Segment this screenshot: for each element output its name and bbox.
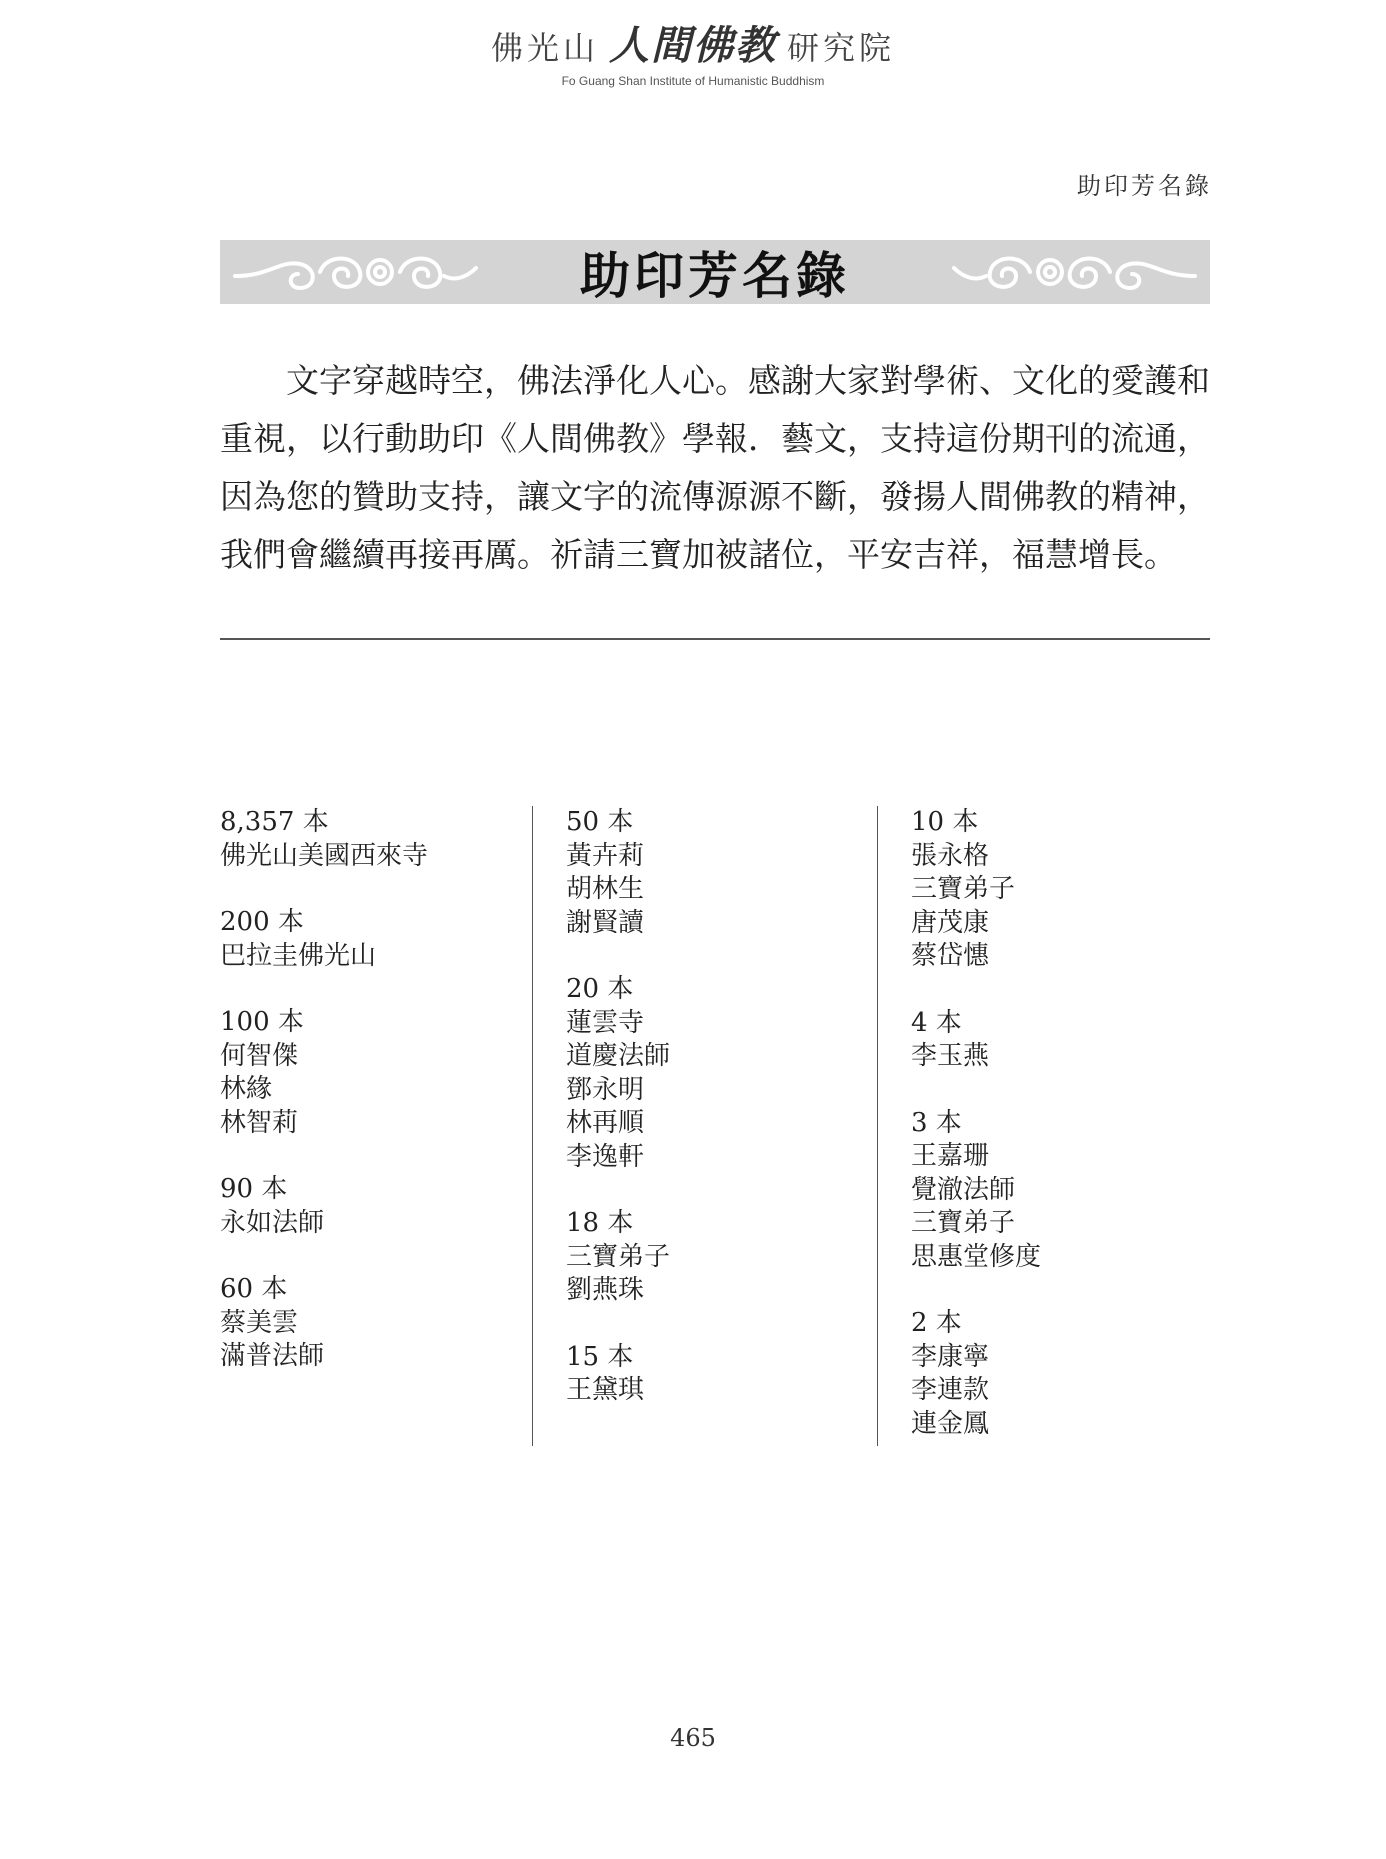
donation-group xyxy=(566,1207,866,1308)
intro-paragraph xyxy=(220,352,1210,584)
intro-text: 文字穿越時空，佛法淨化人心。感謝大家對學術、文化的愛護和重視，以行動助印《人間佛教》學報．藝文，支持這份期刊的流通，因為您的贊助支持，讓文字的流傳源源不斷，發揚人間佛教的精神，我們會繼續再接再厲。祈請三寶加被諸位，平安吉祥，福慧增長。 xyxy=(220,361,1210,574)
donor-name: 三寶弟子 xyxy=(911,874,1016,904)
logo-suffix: 研究院 xyxy=(787,29,896,67)
logo-prefix: 佛光山 xyxy=(490,29,599,67)
donor-name: 道慶法師 xyxy=(566,1041,671,1071)
donor-name: 滿普法師 xyxy=(220,1341,325,1371)
donation-group xyxy=(220,1006,520,1140)
scroll-ornament-icon xyxy=(950,246,1200,298)
donor-name: 李玉燕 xyxy=(911,1041,990,1071)
donation-amount: 20 本 xyxy=(566,974,634,1004)
donor-name: 思惠堂修度 xyxy=(911,1241,1042,1272)
donation-amount: 90 本 xyxy=(220,1174,288,1204)
page-number: 465 xyxy=(670,1724,716,1752)
donation-amount: 60 本 xyxy=(220,1274,288,1304)
donor-name: 李康寧 xyxy=(911,1341,990,1372)
donation-group xyxy=(566,1341,866,1408)
donor-name: 巴拉圭佛光山 xyxy=(220,940,377,971)
donor-name: 三寶弟子 xyxy=(911,1208,1016,1238)
donation-group xyxy=(566,973,866,1174)
donor-name: 李逸軒 xyxy=(566,1141,645,1172)
donor-name: 何智傑 xyxy=(220,1040,299,1071)
donation-group xyxy=(220,906,520,973)
section-divider xyxy=(220,638,1210,640)
donation-amount: 2 本 xyxy=(911,1308,962,1338)
donation-amount: 15 本 xyxy=(566,1341,634,1372)
donor-name: 唐茂康 xyxy=(911,907,990,938)
page-title: 助印芳名錄 xyxy=(580,246,850,305)
running-header-title: 助印芳名錄 xyxy=(1077,172,1212,200)
donor-column-1 xyxy=(220,806,520,1446)
donation-group xyxy=(220,806,520,873)
donor-name: 覺澈法師 xyxy=(911,1174,1016,1205)
donor-name: 連金鳳 xyxy=(911,1408,990,1439)
logo-subtitle: Fo Guang Shan Institute of Humanistic Buddhism xyxy=(561,74,825,88)
donation-group xyxy=(911,1307,1211,1441)
donor-name: 林智莉 xyxy=(220,1107,299,1138)
donor-name: 劉燕珠 xyxy=(566,1275,645,1305)
donation-amount: 100 本 xyxy=(220,1007,304,1037)
donor-name: 謝賢讀 xyxy=(566,907,645,938)
donation-group xyxy=(220,1173,520,1240)
donor-list xyxy=(220,806,1210,1446)
donation-amount: 3 本 xyxy=(911,1107,962,1138)
donation-amount: 200 本 xyxy=(220,907,304,937)
donor-name: 蓮雲寺 xyxy=(566,1007,645,1038)
donation-group xyxy=(566,806,866,940)
donation-group xyxy=(911,1007,1211,1074)
donation-amount: 18 本 xyxy=(566,1208,634,1238)
title-banner xyxy=(220,240,1210,304)
donor-column-3 xyxy=(877,806,1211,1446)
donor-name: 佛光山美國西來寺 xyxy=(220,840,429,871)
donor-name: 三寶弟子 xyxy=(566,1241,671,1272)
donor-name: 鄧永明 xyxy=(566,1074,645,1105)
logo-brand: 人間佛教 xyxy=(609,22,777,69)
donor-name: 王黛琪 xyxy=(566,1375,645,1405)
donation-group xyxy=(220,1273,520,1374)
donation-amount: 8,357 本 xyxy=(220,807,329,837)
donor-name: 蔡岱憓 xyxy=(911,941,990,971)
donation-group xyxy=(911,806,1211,974)
scroll-ornament-icon xyxy=(230,246,480,298)
donor-column-2 xyxy=(532,806,866,1446)
donor-name: 蔡美雲 xyxy=(220,1307,299,1338)
donation-amount: 4 本 xyxy=(911,1007,962,1038)
donor-name: 張永格 xyxy=(911,840,990,871)
donation-amount: 10 本 xyxy=(911,807,979,837)
donor-name: 王嘉珊 xyxy=(911,1141,990,1171)
donor-name: 林再順 xyxy=(566,1108,645,1138)
donor-name: 永如法師 xyxy=(220,1207,325,1238)
institute-logo xyxy=(0,24,1386,88)
donation-amount: 50 本 xyxy=(566,807,634,837)
donor-name: 林緣 xyxy=(220,1074,273,1104)
donor-name: 胡林生 xyxy=(566,874,645,904)
donation-group xyxy=(911,1107,1211,1275)
donor-name: 李連款 xyxy=(911,1375,990,1405)
donor-name: 黃卉莉 xyxy=(566,840,645,871)
